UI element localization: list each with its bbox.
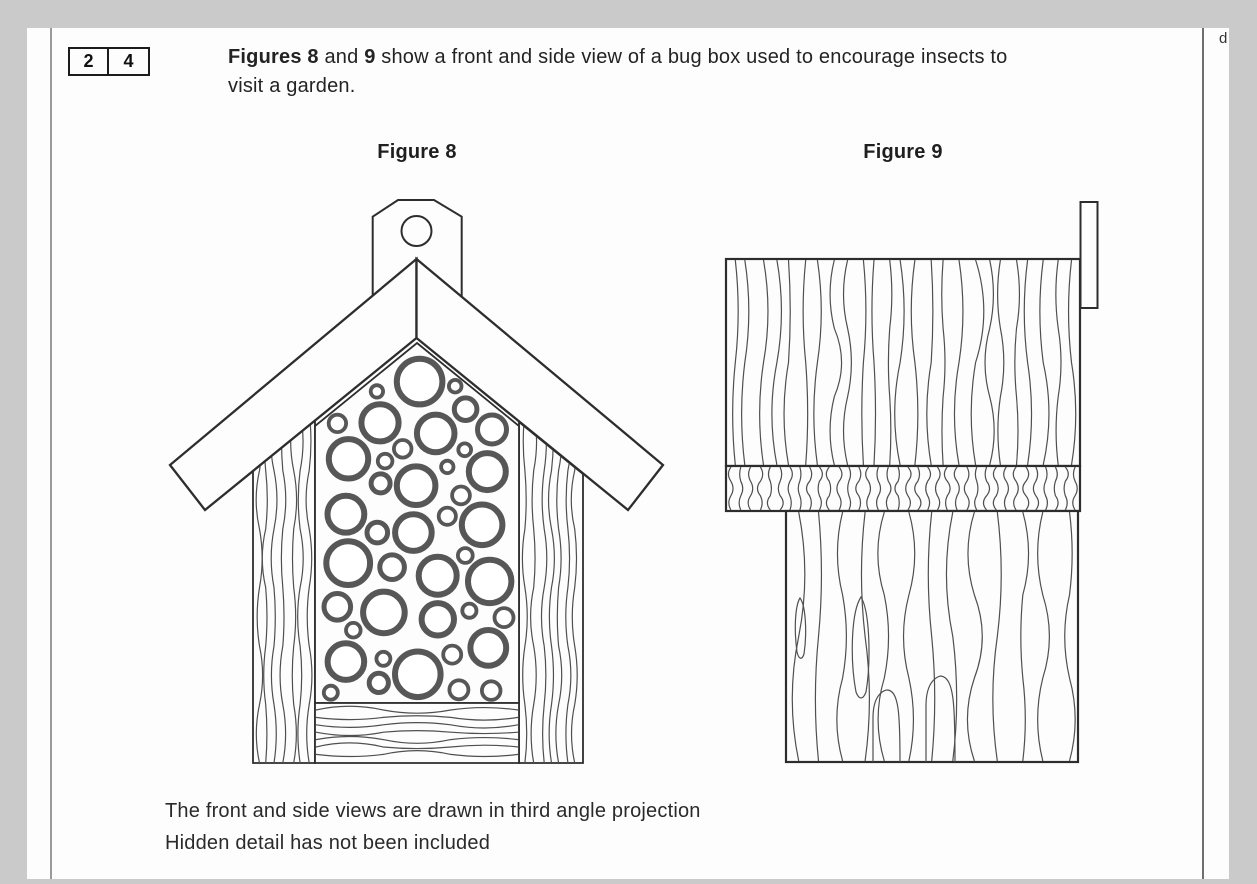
prompt-text: show a front and side view of a bug box used to encourage insects to [375, 46, 1008, 68]
prompt-text-line2: visit a garden. [228, 75, 356, 97]
right-margin-rule [1202, 28, 1204, 879]
note-line: Hidden detail has not been included [165, 832, 491, 854]
fig8-hanging-hole [402, 216, 432, 246]
figure8-label: Figure 8 [377, 141, 457, 163]
question-number-cell: 4 [123, 51, 134, 71]
figure9-drawing [700, 190, 1120, 775]
question-number-cell: 2 [70, 49, 109, 74]
projection-notes [165, 795, 701, 859]
margin-text-fragment: d [1219, 30, 1228, 47]
document-page [27, 28, 1229, 879]
question-prompt [228, 43, 1229, 101]
question-number-box [68, 47, 150, 76]
figure9-label: Figure 9 [863, 141, 943, 163]
note-line: The front and side views are drawn in third angle projection [165, 800, 701, 822]
prompt-text: and [318, 46, 365, 68]
fig9-roof-edge-band [726, 466, 1080, 511]
fig9-hanging-tab [1081, 202, 1098, 308]
prompt-bold-9: 9 [364, 46, 376, 68]
figure8-drawing [160, 190, 670, 775]
left-margin-rule [50, 28, 52, 879]
prompt-bold-figures8: Figures 8 [228, 46, 319, 68]
